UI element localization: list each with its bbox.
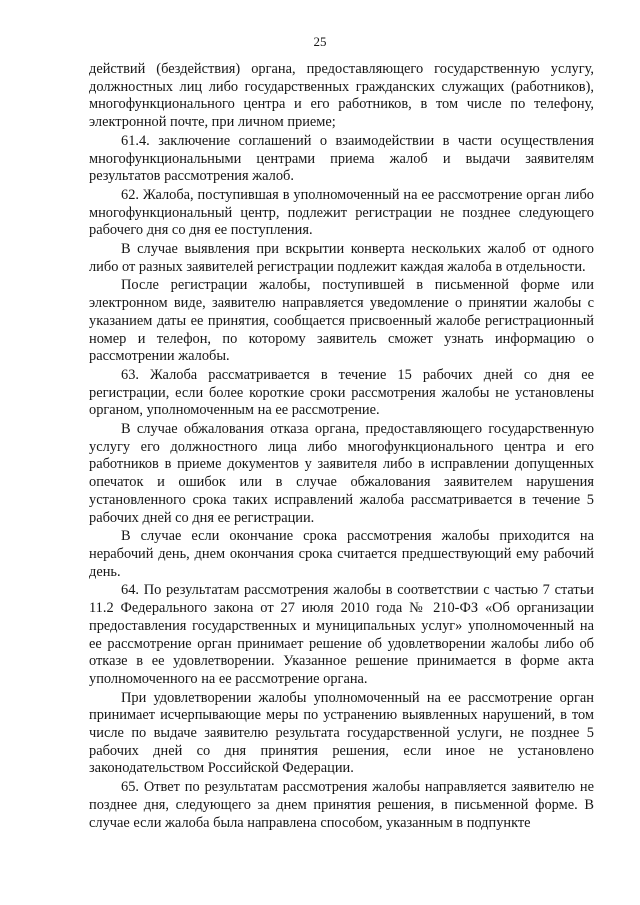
paragraph-4: В случае выявления при вскрытии конверта нескольких жалоб от одного либо от разных заявителей регистрации подлежит каждая жалоба в отдельности. bbox=[89, 241, 594, 275]
paragraph-5: После регистрации жалобы, поступившей в письменной форме или электронном виде, заявителю направляется уведомление о принятии жалобы с указанием даты ее принятия, сообщается присвоенный жалобе регистрационный номер и телефон, по которому заявитель сможет узнать информацию о рассмотрении жалобы. bbox=[89, 277, 594, 365]
paragraph-7: В случае обжалования отказа органа, предоставляющего государственную услугу его должностного лица либо многофункционального центра и его работников в приеме документов у заявителя либо в исправлении допущенных опечаток и ошибок или в случае обжалования заявителем нарушения установленного срока таких исправлений жалоба рассматривается в течение 5 рабочих дней со дня ее регистрации. bbox=[89, 421, 594, 526]
paragraph-1: действий (бездействия) органа, предоставляющего государственную услугу, должностных лиц либо государственных гражданских служащих (работников), многофункционального центра и его работников, в том числе по телефону, электронной почте, при личном приеме; bbox=[89, 61, 594, 131]
document-body bbox=[89, 61, 594, 833]
paragraph-9: 64. По результатам рассмотрения жалобы в соответствии с частью 7 статьи 11.2 Федерального закона от 27 июля 2010 года № 210-ФЗ «Об организации предоставления государственных и муниципальных услуг» уполномоченный на ее рассмотрение орган принимает решение об удовлетворении жалобы либо об отказе в ее удовлетворении. Указанное решение принимается в форме акта уполномоченного на ее рассмотрение органа. bbox=[89, 582, 594, 687]
paragraph-3: 62. Жалоба, поступившая в уполномоченный на ее рассмотрение орган либо многофункциональный центр, подлежит регистрации не позднее следующего рабочего дня со дня ее поступления. bbox=[89, 186, 594, 239]
page-number: 25 bbox=[313, 34, 327, 49]
paragraph-2: 61.4. заключение соглашений о взаимодействии в части осуществления многофункциональными центрами приема жалоб и выдачи заявителям результатов рассмотрения жалоб. bbox=[89, 132, 594, 185]
paragraph-6: 63. Жалоба рассматривается в течение 15 рабочих дней со дня ее регистрации, если более короткие сроки рассмотрения жалобы не установлены органом, уполномоченным на ее рассмотрение. bbox=[89, 366, 594, 419]
paragraph-11: 65. Ответ по результатам рассмотрения жалобы направляется заявителю не позднее дня, следующего за днем принятия решения, в письменной форме. В случае если жалоба была направлена способом, указанным в подпункте bbox=[89, 779, 594, 831]
paragraph-10: При удовлетворении жалобы уполномоченный на ее рассмотрение орган принимает исчерпывающие меры по устранению выявленных нарушений, в том числе по выдаче заявителю результата государственной услуги, не позднее 5 рабочих дней со дня принятия решения, если иное не установлено законодательством Российской Федерации. bbox=[89, 689, 594, 777]
paragraph-8: В случае если окончание срока рассмотрения жалобы приходится на нерабочий день, днем окончания срока считается предшествующий ему рабочий день. bbox=[89, 528, 594, 580]
